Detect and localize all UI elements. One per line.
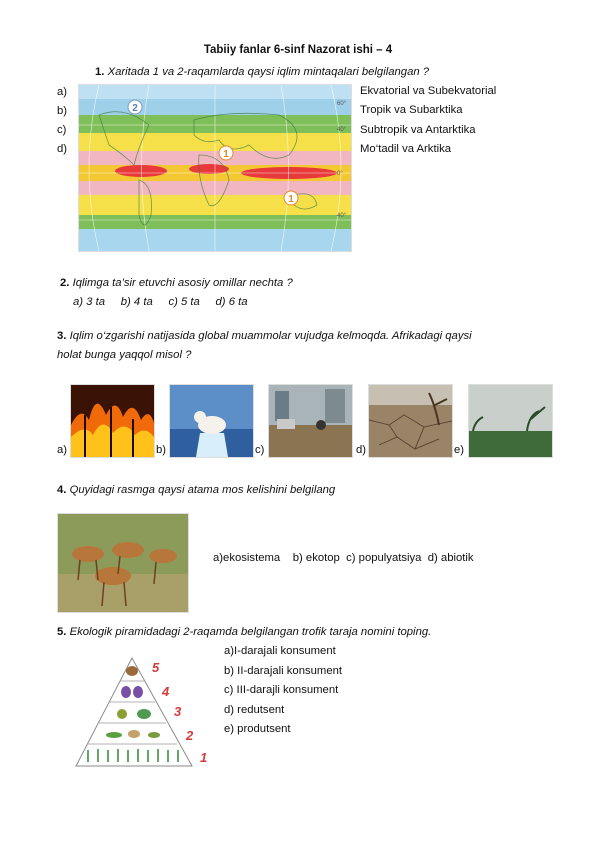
question-1	[95, 66, 429, 78]
answer-option-c[interactable]: Subtropik va Antarktika	[360, 124, 476, 136]
wildfire-photo[interactable]	[70, 384, 155, 458]
question-text: Iqlim o‘zgarishi natijasida global muammolar vujudga kelmoqda. Afrikadagi qaysi	[69, 330, 472, 342]
map-mark-1b: 1	[288, 194, 294, 205]
level-3-label: 3	[174, 704, 182, 719]
question-text: Xaritada 1 va 2-raqamlarda qaysi iqlim mintaqalari belgilangan ?	[107, 66, 430, 78]
answer-letter-c: c)	[57, 124, 67, 136]
question-3-line2: holat bunga yaqqol misol ?	[57, 349, 192, 361]
photo-letter-d: d)	[356, 444, 367, 456]
lat-label: 40°	[337, 213, 347, 219]
question-2-options[interactable]: a) 3 ta b) 4 ta c) 5 ta d) 6 ta	[73, 296, 248, 308]
flood-photo[interactable]	[268, 384, 353, 458]
page-title: Tabiiy fanlar 6-sinf Nazorat ishi – 4	[203, 44, 393, 56]
ecological-pyramid	[72, 654, 222, 770]
photo-letter-b: b)	[156, 444, 167, 456]
answer-option-a[interactable]: Ekvatorial va Subekvatorial	[360, 85, 497, 97]
answer-option-d[interactable]: Mo‘tadil va Arktika	[360, 143, 452, 155]
lat-label: 60°	[337, 101, 347, 107]
question-number: 4.	[57, 484, 67, 496]
answer-letter-b: b)	[57, 105, 68, 117]
question-4-options[interactable]: a)ekosistema b) ekotop c) populyatsiya d) abiotik	[213, 552, 474, 564]
level-2-label: 2	[186, 728, 194, 743]
question-text: Ekologik piramidadagi 2-raqamda belgilangan trofik taraja nomini toping.	[69, 626, 432, 638]
photo-letter-a: a)	[57, 444, 68, 456]
question-number: 3.	[57, 330, 67, 342]
question-number: 5.	[57, 626, 67, 638]
question-3	[57, 330, 472, 342]
question-number: 2.	[60, 277, 70, 289]
level-5-label: 5	[152, 660, 160, 675]
answer-option-b[interactable]: Tropik va Subarktika	[360, 104, 463, 116]
answer-option-e[interactable]: e) produtsent	[224, 723, 291, 735]
level-1-label: 1	[200, 750, 208, 765]
answer-letter-a: a)	[57, 86, 68, 98]
question-5	[57, 626, 431, 638]
photo-letter-c: c)	[255, 444, 265, 456]
polar-bear-melting-ice-photo[interactable]	[169, 384, 254, 458]
question-text: Iqlimga ta’sir etuvchi asosiy omillar nechta ?	[72, 277, 293, 289]
antelope-herd-photo	[57, 513, 189, 613]
question-2	[60, 277, 293, 289]
answer-option-c[interactable]: c) III-darajli konsument	[224, 684, 339, 696]
question-4	[57, 484, 335, 496]
storm-photo[interactable]	[468, 384, 553, 458]
question-text: Quyidagi rasmga qaysi atama mos kelishini belgilang	[69, 484, 336, 496]
answer-letter-d: d)	[57, 143, 68, 155]
level-4-label: 4	[162, 684, 170, 699]
lat-label: 40°	[337, 127, 347, 133]
map-mark-2: 2	[132, 103, 138, 114]
map-mark-1a: 1	[223, 149, 229, 160]
answer-option-b[interactable]: b) II-darajali konsument	[224, 665, 343, 677]
photo-letter-e: e)	[454, 444, 465, 456]
lat-label: 0°	[337, 171, 343, 177]
answer-option-d[interactable]: d) redutsent	[224, 704, 285, 716]
drought-cracked-soil-photo[interactable]	[368, 384, 453, 458]
climate-zones-map	[78, 84, 352, 252]
question-number: 1.	[95, 66, 105, 78]
answer-option-a[interactable]: a)I-darajali konsument	[224, 645, 336, 657]
